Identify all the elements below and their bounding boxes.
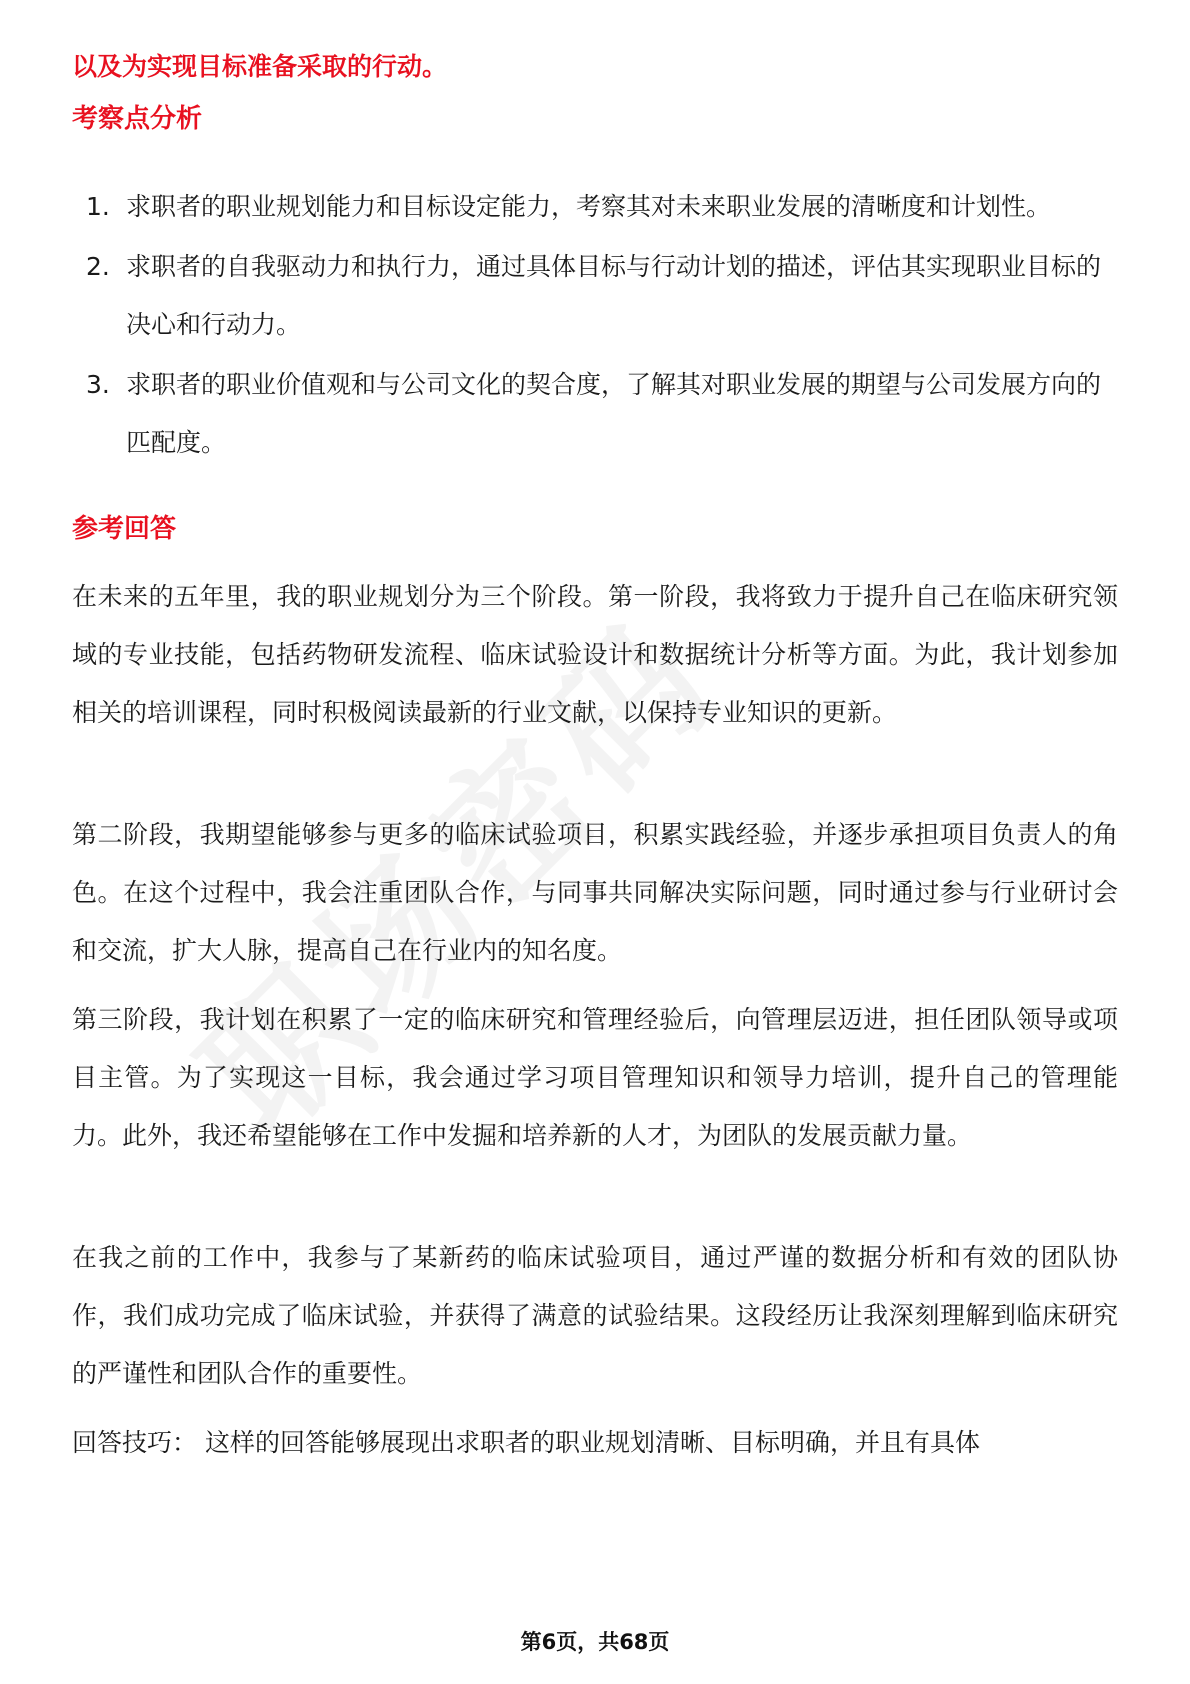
answer-paragraph-4: 在我之前的工作中，我参与了某新药的临床试验项目，通过严谨的数据分析和有效的团队协作，我们成功完成了临床试验，并获得了满意的试验结果。这段经历让我深刻理解到临床研究的严谨性和团队合作的重要性。 bbox=[72, 1243, 1118, 1388]
list-item-text: 求职者的自我驱动力和执行力，通过具体目标与行动计划的描述，评估其实现职业目标的决心和行动力。 bbox=[126, 252, 1102, 339]
answer-tips: 回答技巧： 这样的回答能够展现出求职者的职业规划清晰、目标明确，并且有具体 bbox=[72, 1428, 980, 1457]
list-item-text: 求职者的职业价值观和与公司文化的契合度，了解其对职业发展的期望与公司发展方向的匹配度。 bbox=[126, 370, 1102, 457]
intro-line: 以及为实现目标准备采取的行动。 bbox=[72, 52, 448, 81]
answer-paragraph-2: 第二阶段，我期望能够参与更多的临床试验项目，积累实践经验，并逐步承担项目负责人的角色。在这个过程中，我会注重团队合作，与同事共同解决实际问题，同时通过参与行业研讨会和交流，扩大人脉，提高自己在行业内的知名度。 bbox=[72, 820, 1118, 965]
list-item-number: 3. bbox=[86, 370, 110, 399]
page-footer: 第6页，共68页 bbox=[520, 1630, 670, 1654]
answer-paragraph-3: 第三阶段，我计划在积累了一定的临床研究和管理经验后，向管理层迈进，担任团队领导或项目主管。为了实现这一目标，我会通过学习项目管理知识和领导力培训，提升自己的管理能力。此外，我还希望能够在工作中发掘和培养新的人才，为团队的发展贡献力量。 bbox=[72, 1005, 1118, 1150]
answer-paragraph-1: 在未来的五年里，我的职业规划分为三个阶段。第一阶段，我将致力于提升自己在临床研究领域的专业技能，包括药物研发流程、临床试验设计和数据统计分析等方面。为此，我计划参加相关的培训课程，同时积极阅读最新的行业文献，以保持专业知识的更新。 bbox=[72, 582, 1118, 727]
list-item-number: 1. bbox=[86, 192, 110, 221]
list-item bbox=[72, 238, 1118, 354]
list-item bbox=[72, 178, 1118, 236]
section-heading-analysis: 考察点分析 bbox=[72, 104, 203, 134]
analysis-list bbox=[72, 178, 1118, 474]
list-item-text: 求职者的职业规划能力和目标设定能力，考察其对未来职业发展的清晰度和计划性。 bbox=[126, 192, 1052, 221]
list-item bbox=[72, 356, 1118, 472]
list-item-number: 2. bbox=[86, 252, 110, 281]
section-heading-answer: 参考回答 bbox=[72, 514, 177, 544]
